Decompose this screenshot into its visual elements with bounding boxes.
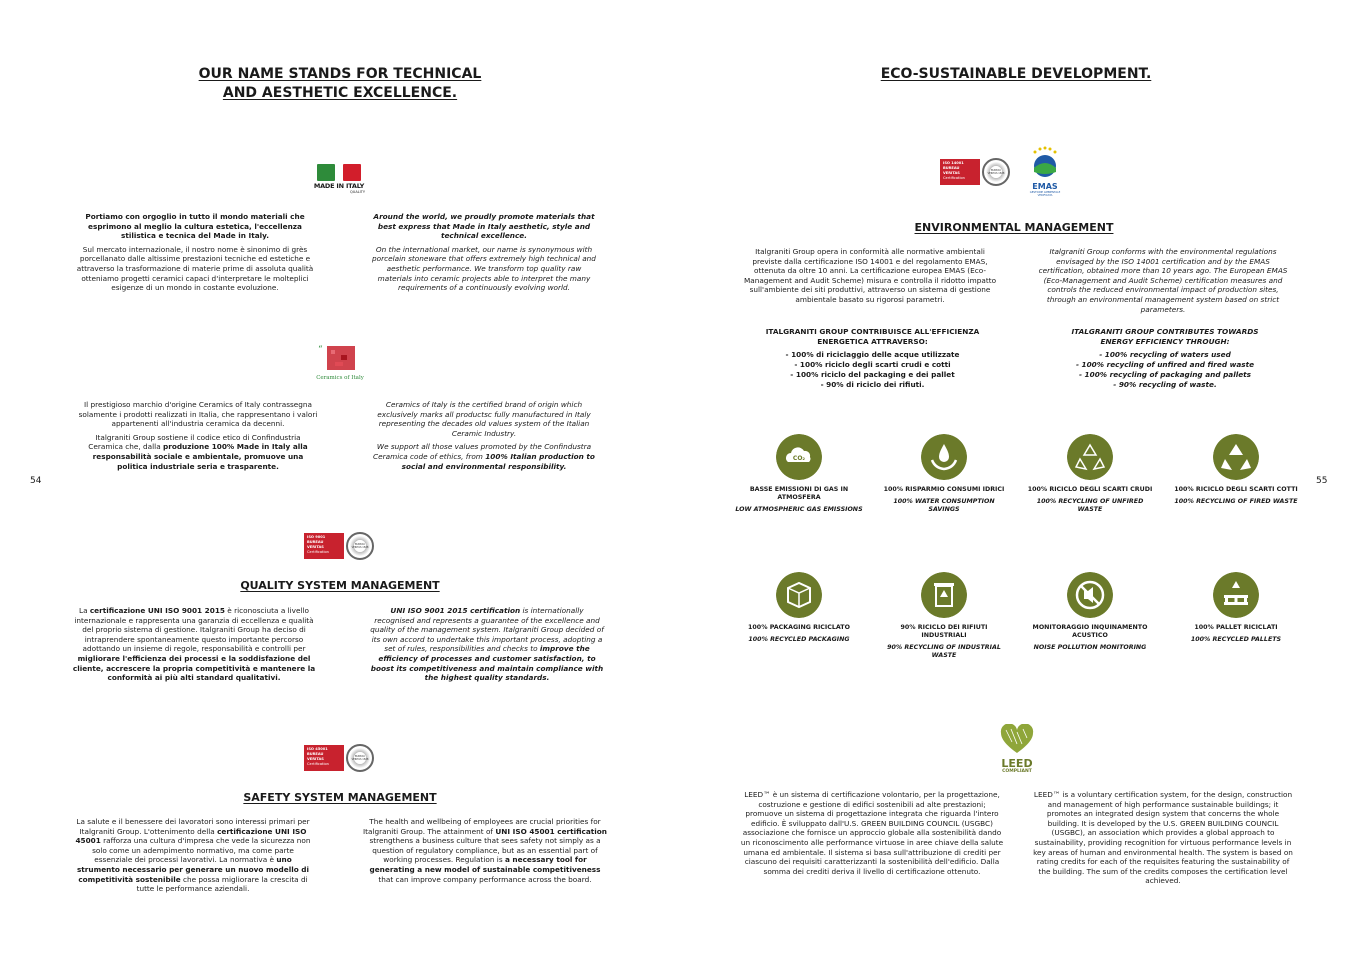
emas-logo: [1024, 146, 1066, 197]
water-drop-hands-icon: [921, 434, 967, 480]
contrib-it-item: - 90% di riciclo dei rifiuti.: [820, 380, 925, 390]
contrib-en-item: - 100% recycling of waters used: [1099, 350, 1231, 360]
emas-label: EMAS: [1032, 182, 1058, 191]
iso14001-red-label: ISO 14001 BUREAU VERITAS Certification: [940, 159, 980, 185]
page-number-left: 54: [30, 476, 42, 486]
icon-co2-emissions: CO₂ BASSE EMISSIONI DI GAS IN ATMOSFERA LOW ATMOSPHERIC GAS EMISSIONS: [734, 434, 864, 514]
icon-noise-monitoring: MONITORAGGIO INQUINAMENTO ACUSTICO NOISE POLLUTION MONITORING: [1025, 572, 1155, 652]
seal-text: BUREAU VERITAS 1828: [351, 755, 369, 761]
environmental-title: ENVIRONMENTAL MANAGEMENT: [914, 221, 1114, 234]
iso9001-badge: [304, 531, 376, 561]
right-page-title: ECO-SUSTAINABLE DEVELOPMENT.: [880, 66, 1152, 82]
quality-it-block: [70, 606, 318, 687]
leed-en-block: [1032, 790, 1294, 890]
contrib-en-item: - 90% recycling of waste.: [1113, 380, 1217, 390]
leed-it-block: [740, 790, 1004, 880]
ceramics-of-italy-mark-icon: [317, 343, 363, 373]
safety-it-block: [72, 817, 314, 898]
safety-title: SAFETY SYSTEM MANAGEMENT: [243, 791, 437, 804]
quality-en-text: UNI ISO 9001 2015 certification is internationally recognised and represents a guarantee of the excellence and quality of the management system. Italgraniti Group decided of its own accord to undertake this important process, adopting a set of rules, responsibilities and checks to improve the efficiency of processes and customer satisfaction, to boost its competitiveness and maintain compliance with the highest quality standards.: [370, 606, 604, 683]
left-page-title: OUR NAME STANDS FOR TECHNICAL AND AESTHETIC EXCELLENCE.: [198, 66, 482, 101]
flag-red-square: [343, 164, 361, 181]
page-number-right: 55: [1316, 476, 1328, 486]
flag-green-square: [317, 164, 335, 181]
ceramics-en-block: [370, 400, 598, 475]
quality-title: QUALITY SYSTEM MANAGEMENT: [240, 579, 440, 592]
seal-text: BUREAU VERITAS 1828: [351, 543, 369, 549]
contrib-it-item: - 100% di riciclaggio delle acque utilizzate: [785, 350, 960, 360]
contrib-it-item: - 100% riciclo del packaging e dei pallet: [790, 370, 955, 380]
intro-en-text: On the international market, our name is synonymous with porcelain stoneware that offers extremely high technical and aesthetic performance. We transform top quality raw materials into ceramic projects able to interpret the many requirements of a continuously evolving world.: [372, 244, 596, 293]
ceramics-of-italy-logo: [314, 343, 366, 381]
leed-en-text: LEED™ is a voluntary certification system, for the design, construction and management of high performance sustainable buildings; it promotes an integrated design system that concerns the whole building. It is developed by the U.S. GREEN BUILDING COUNCIL (USGBC), an association which provides a global approach to sustainability, providing recognition for virtuous performance levels in key areas of human and environmental health. The system is based on rating credits for each of the requisites featuring the sustainability of the building. The sum of the credits composes the certification level achieved.: [1033, 790, 1293, 886]
made-in-italy-logo: [309, 164, 369, 194]
quality-en-block: [370, 606, 604, 687]
seal-text: BUREAU VERITAS 1828: [987, 169, 1005, 175]
environmental-en-text: Italgraniti Group conforms with the environmental regulations envisaged by the ISO 14001 certification and by the EMAS certification, obtained more than 10 years ago. The European EMAS (Eco-Management and Audit Scheme) certification measures and controls the reduced environmental impact of production sites, through an environmental management system based on strict parameters.: [1038, 247, 1288, 314]
ceramics-it-para1: Il prestigioso marchio d'origine Ceramics of Italy contrassegna solamente i prodotti realizzati in Italia, che rappresentano i valori appartenenti all'industria ceramica da decenni.: [78, 400, 318, 429]
bureau-veritas-seal-icon: [982, 158, 1010, 186]
contrib-it-title: ITALGRANITI GROUP CONTRIBUISCE ALL'EFFICIENZA ENERGETICA ATTRAVERSO:: [765, 327, 980, 346]
ceramics-en-para1: Ceramics of Italy is the certified brand of origin which exclusively marks all productsc fully manufactured in Italy representing the decades old values system of the Italian Ceramic Industry.: [377, 400, 591, 438]
contrib-en-item: - 100% recycling of unfired and fired waste: [1075, 360, 1255, 370]
icon-fired-waste: 100% RICICLO DEGLI SCARTI COTTI 100% RECYCLING OF FIRED WASTE: [1171, 434, 1301, 506]
intro-it-text: Sul mercato internazionale, il nostro nome è sinonimo di grès porcellanato dalle altissime prestazioni tecniche ed estetiche e attraverso la trasformazione di materie prime di assoluta qualità otteniamo progetti ceramici capaci d'interpretare le molteplici esigenze di un mondo in costante evoluzione.: [76, 244, 314, 293]
contrib-en-item: - 100% recycling of packaging and pallets: [1078, 370, 1252, 380]
contrib-it-block: [760, 327, 985, 390]
iso9001-red-label: ISO 9001 BUREAU VERITAS Certification: [304, 533, 344, 559]
bureau-veritas-seal-icon: [346, 744, 374, 772]
iso45001-red-label: ISO 45001 BUREAU VERITAS Certification: [304, 745, 344, 771]
leed-sub: COMPLIANT: [1002, 769, 1032, 774]
environmental-it-block: [742, 247, 998, 309]
recycle-icon: [1213, 434, 1259, 480]
icon-water-savings: 100% RISPARMIO CONSUMI IDRICI 100% WATER CONSUMPTION SAVINGS: [879, 434, 1009, 514]
intro-it-block: [75, 212, 315, 297]
intro-it-bold: Portiamo con orgoglio in tutto il mondo materiali che esprimono al meglio la cultura estetica, l'eccellenza stilistica e tecnica del Made in Italy.: [85, 212, 305, 241]
iso45001-badge: [304, 743, 376, 773]
ceramics-en-para2: We support all those values promoted by the Confindustra Ceramica code of ethics, from 100% Italian production to social and environmental responsibility.: [373, 442, 595, 471]
leed-logo: [992, 724, 1042, 774]
ceramics-logo-text: Ceramics of Italy: [316, 375, 364, 381]
iso14001-badge: [940, 157, 1012, 187]
icon-recycled-packaging: 100% PACKAGING RICICLATO 100% RECYCLED PACKAGING: [734, 572, 864, 644]
recycle-icon: [1067, 434, 1113, 480]
safety-en-text: The health and wellbeing of employees are crucial priorities for Italgraniti Group. The attainment of UNI ISO 45001 certification strengthens a business culture that sees safety not simply as a question of regulatory compliance, but as an essential part of working processes. Regulation is a necessary tool for generating a new model of sustainable competitiveness that can improve company performance across the board.: [363, 817, 607, 884]
quality-it-text: La certificazione UNI ISO 9001 2015 è riconosciuta a livello internazionale e rappresenta una garanzia di eccellenza e qualità del proprio sistema di gestione. Italgraniti Group ha deciso di intraprendere spontaneamente questo importante percorso adottando un insieme di regole, responsabilità e controlli per migliorare l'efficienza dei processi e la soddisfazione del cliente, accrescere la propria competitività e mantenere la conformità ai più alti standard qualitativi.: [72, 606, 316, 683]
icon-industrial-waste: 90% RICICLO DEI RIFIUTI INDUSTRIALI 90% RECYCLING OF INDUSTRIAL WASTE: [879, 572, 1009, 660]
co2-cloud-icon: [776, 434, 822, 480]
emas-sub: GESTIONE AMBIENTALE VERIFICATA: [1029, 191, 1061, 197]
contrib-en-block: [1055, 327, 1275, 390]
icon-recycled-pallets: 100% PALLET RICICLATI 100% RECYCLED PALLETS: [1171, 572, 1301, 644]
recycle-bin-icon: [921, 572, 967, 618]
contrib-it-item: - 100% riciclo degli scarti crudi e cotti: [794, 360, 951, 370]
intro-en-bold: Around the world, we proudly promote materials that best express that Made in Italy aesthetic, style and technical excellence.: [373, 212, 595, 241]
made-in-italy-label: MADE IN ITALY: [313, 182, 365, 190]
icon-unfired-waste: 100% RICICLO DEGLI SCARTI CRUDI 100% RECYCLING OF UNFIRED WASTE: [1025, 434, 1155, 514]
ceramics-it-block: [78, 400, 318, 475]
intro-en-block: [370, 212, 598, 297]
svg-text:“: “: [318, 345, 323, 355]
safety-it-text: La salute e il benessere dei lavoratori sono interessi primari per Italgraniti Group. L'ottenimento della certificazione UNI ISO 45001 rafforza una cultura d'impresa che vede la sicurezza non solo come un adempimento normativo, ma come parte essenziale dei processi lavorativi. La normativa è uno strumento necessario per generare un nuovo modello di competitività sostenibile che possa migliorare la crescita di tutte le performance aziendali.: [75, 817, 311, 894]
leed-label: LEED: [1001, 757, 1033, 770]
leed-heart-icon: [1000, 724, 1034, 754]
environmental-en-block: [1034, 247, 1292, 318]
environmental-it-text: Italgraniti Group opera in conformità alle normative ambientali previste dalla certificazione ISO 14001 e del regolamento EMAS, ottenuta da oltre 10 anni. La certificazione europea EMAS (Eco-Management and Audit Scheme) misura e controlla il ridotto impatto sull'ambiente dei siti produttivi, attraverso un sistema di gestione ambientale basato su rigorosi parametri.: [743, 247, 997, 304]
contrib-en-title: ITALGRANITI GROUP CONTRIBUTES TOWARDS ENERGY EFFICIENCY THROUGH:: [1071, 327, 1259, 346]
bureau-veritas-seal-icon: [346, 532, 374, 560]
svg-text:CO₂: CO₂: [792, 455, 806, 462]
made-in-italy-sub: QUALITY: [350, 190, 365, 194]
safety-en-block: [362, 817, 608, 888]
recycled-box-icon: [776, 572, 822, 618]
leed-it-text: LEED™ è un sistema di certificazione volontario, per la progettazione, costruzione e gestione di edifici sostenibili ad alte prestazioni; promuove un sistema di progettazione integrata che riguarda l'intero edificio. È sviluppato dall'U.S. GREEN BUILDING COUNCIL (USGBC) associazione che fornisce un approccio globale alla sostenibilità dando un riconoscimento alle performance virtuose in aree chiave della salute umana ed ambientale. Il sistema si basa sull'attribuzione di crediti per ciascuno dei requisiti caratterizzanti la sostenibilità dell'edificio. Dalla somma dei crediti deriva il livello di certificazione ottenuto.: [740, 790, 1004, 876]
noise-icon: [1067, 572, 1113, 618]
emas-mark-icon: [1029, 146, 1061, 180]
ceramics-it-para2: Italgraniti Group sostiene il codice etico di Confindustria Ceramica che, dalla produzione 100% Made in Italy alla responsabilità sociale e ambientale, promuove una politica industriale seria e trasparente.: [88, 432, 308, 471]
recycled-pallet-icon: [1213, 572, 1259, 618]
